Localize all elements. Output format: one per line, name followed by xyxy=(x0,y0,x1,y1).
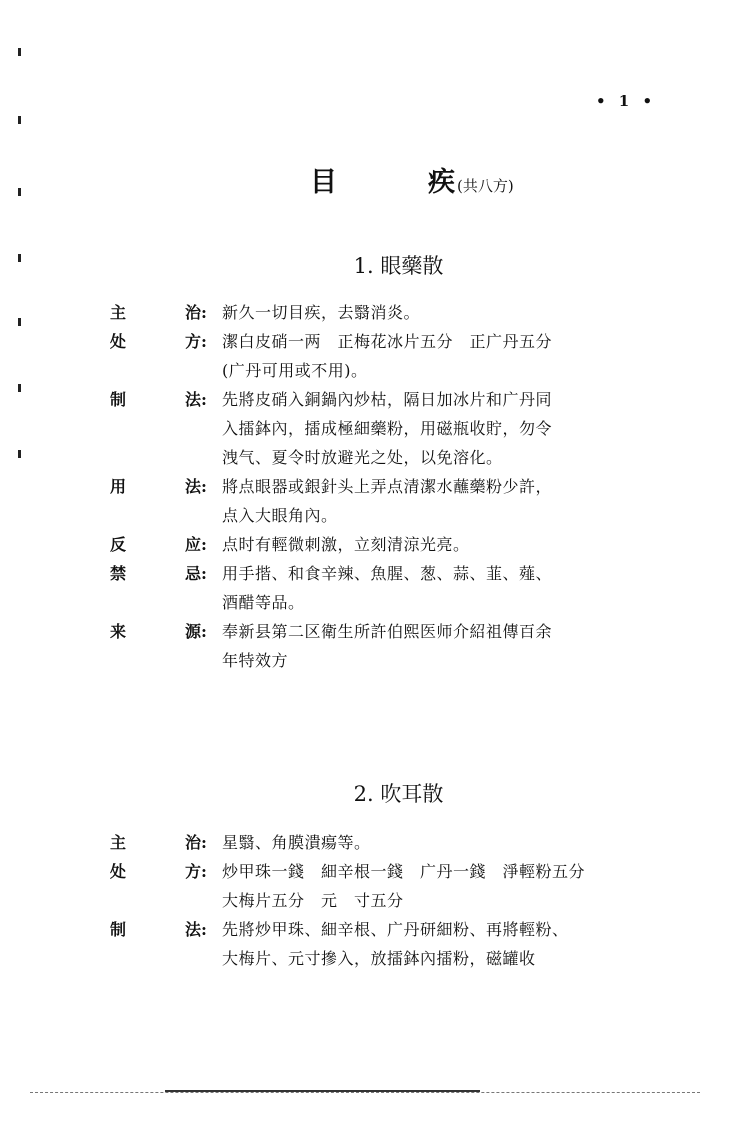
entry-label: 应: xyxy=(185,535,207,554)
entry-label: 处 xyxy=(110,332,127,351)
entry-label: 方: xyxy=(185,862,207,881)
entry-label: 制 xyxy=(110,390,127,409)
entry-contraindications xyxy=(0,559,737,617)
entry-label: 源: xyxy=(185,622,207,641)
entry-prescription xyxy=(0,857,737,915)
entry-text: 用手揩、和食辛辣、魚腥、葱、蒜、韮、薤、 xyxy=(222,564,553,583)
entry-label: 法: xyxy=(185,390,207,409)
entry-text: (广丹可用或不用)。 xyxy=(222,361,368,380)
entry-text: 酒醋等品。 xyxy=(222,593,305,612)
entry-text: 入擂鉢內，擂成極細藥粉，用磁瓶收貯，勿令 xyxy=(222,419,553,438)
entry-label: 制 xyxy=(110,920,127,939)
entry-text: 大梅片五分 元 寸五分 xyxy=(222,891,404,910)
entry-text: 新久一切目疾，去翳消炎。 xyxy=(222,303,421,322)
entry-label: 治: xyxy=(185,303,207,322)
entry-label: 主 xyxy=(110,303,127,322)
entry-reaction xyxy=(0,530,737,559)
recipe-2-entries xyxy=(0,828,737,973)
entry-text: 年特效方 xyxy=(222,651,289,670)
recipe-1-entries xyxy=(0,298,737,675)
scan-artifact-line xyxy=(30,1092,700,1094)
entry-label: 来 xyxy=(110,622,127,641)
entry-label: 法: xyxy=(185,920,207,939)
entry-text: 將点眼器或銀針头上弄点清潔水蘸藥粉少許， xyxy=(222,477,553,496)
entry-label: 用 xyxy=(110,477,127,496)
entry-text: 潔白皮硝一两 正梅花冰片五分 正广丹五分 xyxy=(222,332,553,351)
entry-label: 治: xyxy=(185,833,207,852)
entry-label: 禁 xyxy=(110,564,127,583)
entry-prescription xyxy=(0,327,737,385)
entry-text: 点入大眼角內。 xyxy=(222,506,338,525)
entry-label: 法: xyxy=(185,477,207,496)
entry-text: 先將炒甲珠、細辛根、广丹研細粉、再將輕粉、 xyxy=(222,920,569,939)
entry-label: 忌: xyxy=(185,564,207,583)
entry-text: 洩气、夏令时放避光之处，以免溶化。 xyxy=(222,448,503,467)
entry-indications xyxy=(0,828,737,857)
entry-label: 主 xyxy=(110,833,127,852)
recipe-title: 1. 眼藥散 xyxy=(353,254,444,278)
entry-label: 反 xyxy=(110,535,127,554)
page-number: • 1 • xyxy=(596,92,657,110)
chapter-title xyxy=(310,160,514,199)
entry-text: 奉新县第二区衛生所許伯熙医师介紹祖傳百余 xyxy=(222,622,553,641)
entry-text: 点时有輕微刺激，立刻清涼光亮。 xyxy=(222,535,470,554)
chapter-title-char1: 目 xyxy=(310,167,337,198)
entry-usage xyxy=(0,472,737,530)
entry-text: 大梅片、元寸摻入，放擂鉢內擂粉，磁罐收 xyxy=(222,949,536,968)
scan-artifact-rule xyxy=(165,1090,480,1092)
entry-text: 星翳、角膜潰瘍等。 xyxy=(222,833,371,852)
chapter-subtitle: (共八方) xyxy=(457,177,514,195)
entry-label: 处 xyxy=(110,862,127,881)
chapter-title-char2: 疾 xyxy=(428,167,455,198)
recipe-title: 2. 吹耳散 xyxy=(353,782,444,806)
entry-label: 方: xyxy=(185,332,207,351)
entry-text: 炒甲珠一錢 細辛根一錢 广丹一錢 淨輕粉五分 xyxy=(222,862,586,881)
entry-preparation xyxy=(0,385,737,472)
entry-indications xyxy=(0,298,737,327)
entry-preparation xyxy=(0,915,737,973)
entry-text: 先將皮硝入銅鍋內炒枯，隔日加冰片和广丹同 xyxy=(222,390,553,409)
entry-source xyxy=(0,617,737,675)
